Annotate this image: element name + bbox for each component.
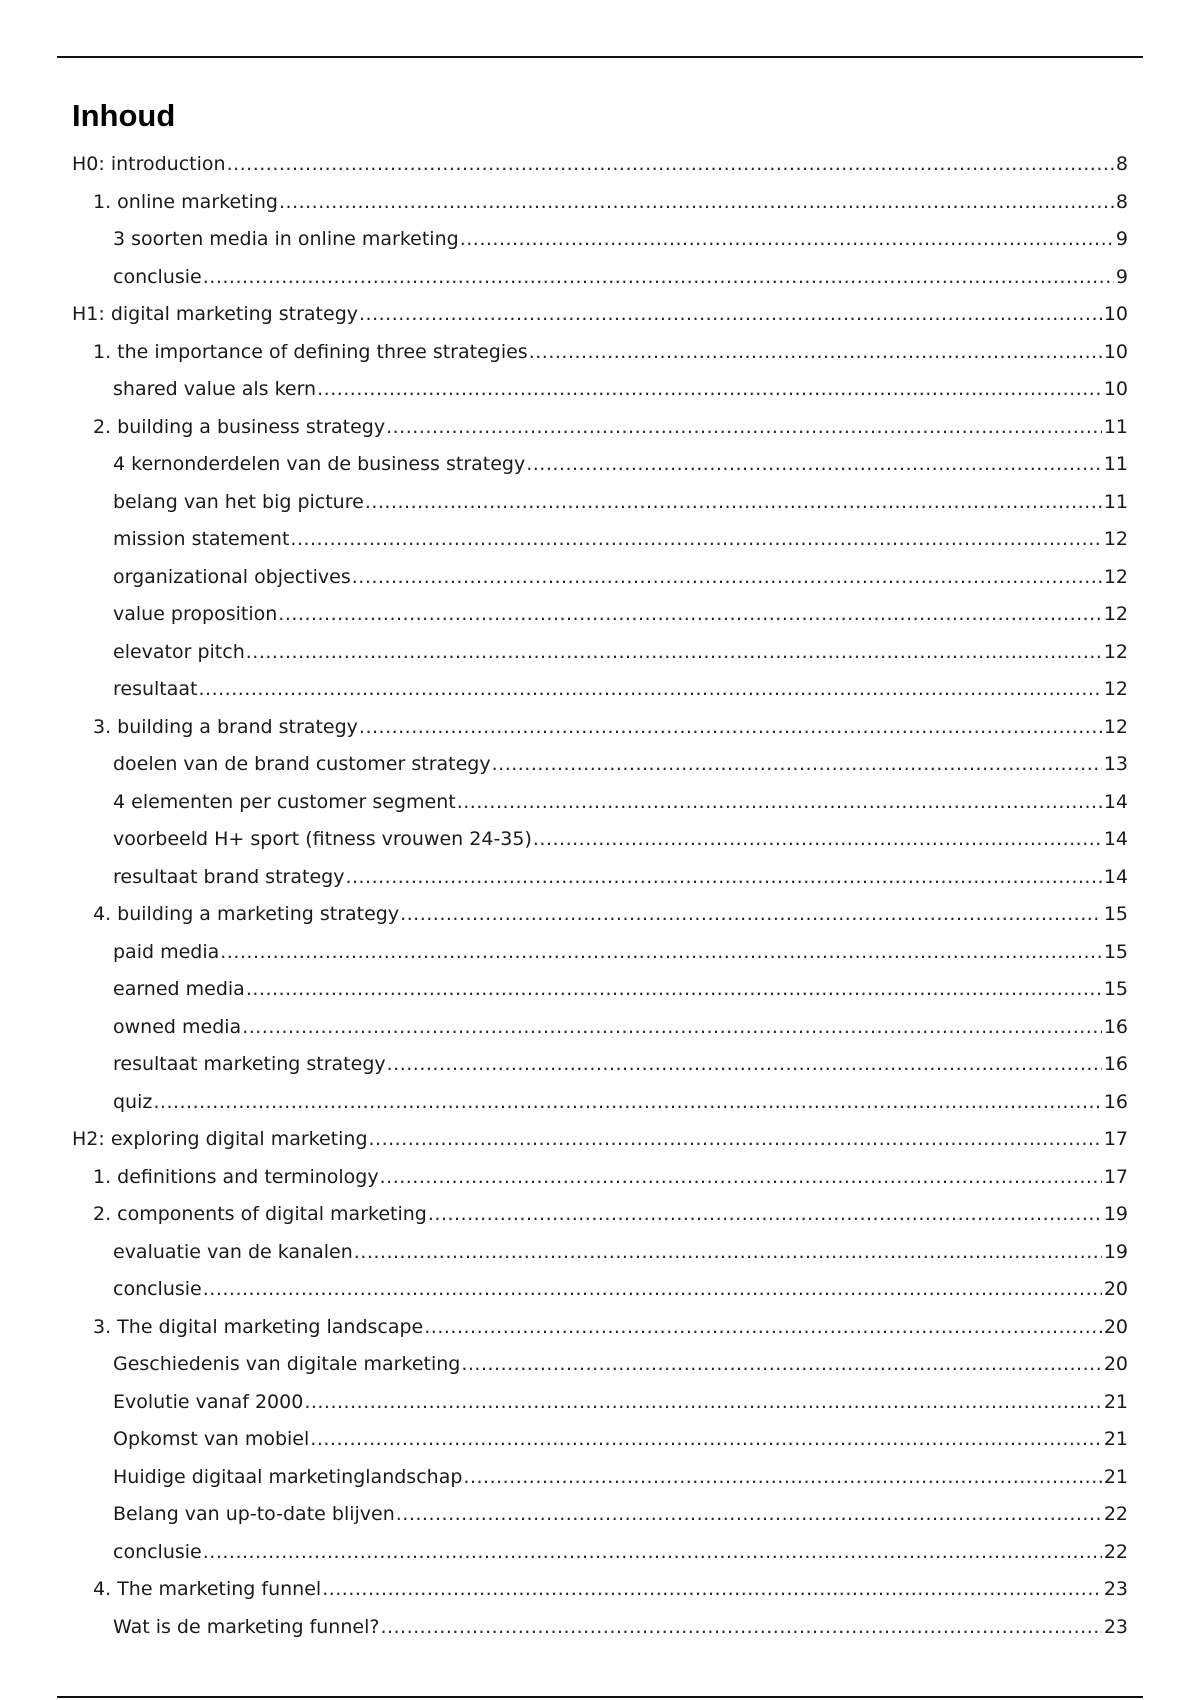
toc-entry-page-number[interactable]: 12: [1103, 528, 1128, 550]
toc-entry-title[interactable]: conclusie: [113, 1540, 202, 1563]
toc-entry-page-number[interactable]: 8: [1115, 190, 1128, 213]
toc-entry[interactable]: [72, 1609, 1128, 1647]
toc-entry-title[interactable]: H0: introduction: [72, 153, 226, 175]
toc-entry-page-number[interactable]: 10: [1103, 378, 1128, 400]
dot-leader: [278, 596, 1102, 634]
toc-entry-page-number[interactable]: 10: [1103, 303, 1128, 325]
dot-leader: [203, 1534, 1102, 1572]
toc-entry-title[interactable]: doelen van de brand customer strategy: [113, 753, 491, 775]
dot-leader: [529, 334, 1102, 372]
toc-entry-page-number[interactable]: 20: [1103, 1353, 1128, 1375]
dot-leader: [387, 1046, 1102, 1084]
toc-entry-title[interactable]: voorbeeld H+ sport (fitness vrouwen 24-35): [113, 828, 532, 850]
toc-entry-title[interactable]: resultaat: [113, 678, 198, 700]
dot-leader: [396, 1496, 1102, 1534]
dot-leader: [461, 1346, 1101, 1384]
toc-entry[interactable]: [72, 484, 1128, 522]
toc-entry-page-number[interactable]: 15: [1103, 903, 1128, 925]
dot-leader: [345, 859, 1101, 897]
toc-entry-page-number[interactable]: 22: [1103, 1503, 1128, 1525]
dot-leader: [359, 709, 1102, 747]
toc-entry[interactable]: [72, 521, 1128, 559]
dot-leader: [352, 559, 1102, 597]
toc-entry[interactable]: [72, 1121, 1128, 1159]
toc-entry[interactable]: [72, 934, 1128, 972]
toc-entry-page-number[interactable]: 17: [1103, 1165, 1128, 1188]
toc-entry[interactable]: [72, 1309, 1128, 1347]
toc-entry-page-number[interactable]: 21: [1103, 1390, 1128, 1413]
toc-entry[interactable]: [72, 1384, 1128, 1422]
toc-entry[interactable]: [72, 746, 1128, 784]
dot-leader: [304, 1384, 1102, 1422]
dot-leader: [199, 671, 1102, 709]
toc-entry-title[interactable]: Geschiedenis van digitale marketing: [113, 1353, 461, 1375]
toc-entry-page-number[interactable]: 14: [1103, 828, 1128, 850]
toc-entry-title[interactable]: quiz: [113, 1090, 153, 1113]
toc-entry-page-number[interactable]: 21: [1103, 1428, 1128, 1450]
toc-entry-page-number[interactable]: 8: [1115, 153, 1128, 175]
toc-entry[interactable]: [72, 971, 1128, 1009]
toc-entry-title[interactable]: shared value als kern: [113, 378, 317, 400]
toc-entry[interactable]: [72, 1496, 1128, 1534]
toc-entry-page-number[interactable]: 11: [1103, 453, 1128, 475]
toc-entry-title[interactable]: owned media: [113, 1015, 242, 1038]
toc-entry[interactable]: [72, 334, 1128, 372]
dot-leader: [386, 409, 1102, 447]
toc-entry-title[interactable]: Evolutie vanaf 2000: [113, 1390, 304, 1413]
dot-leader: [369, 1121, 1102, 1159]
dot-leader: [242, 1009, 1102, 1047]
dot-leader: [153, 1084, 1101, 1122]
toc-entry-title[interactable]: paid media: [113, 940, 220, 963]
toc-entry-title[interactable]: elevator pitch: [113, 640, 245, 663]
toc-entry-title[interactable]: 3. building a brand strategy: [93, 715, 358, 738]
toc-entry-title[interactable]: organizational objectives: [113, 565, 351, 588]
toc-entry[interactable]: [72, 1159, 1128, 1197]
toc-entry[interactable]: [72, 1459, 1128, 1497]
toc-entry-title[interactable]: belang van het big picture: [113, 490, 364, 513]
toc-entry-title[interactable]: Huidige digitaal marketinglandschap: [113, 1465, 463, 1488]
toc-entry-title[interactable]: conclusie: [113, 265, 202, 288]
toc-entry-page-number[interactable]: 16: [1103, 1053, 1128, 1075]
dot-leader: [246, 971, 1102, 1009]
toc-entry-page-number[interactable]: 20: [1103, 1315, 1128, 1338]
toc-entry-page-number[interactable]: 17: [1103, 1128, 1128, 1150]
toc-entry[interactable]: [72, 1196, 1128, 1234]
toc-entry-page-number[interactable]: 12: [1103, 603, 1128, 625]
toc-entry-page-number[interactable]: 22: [1103, 1540, 1128, 1563]
toc-entry-page-number[interactable]: 11: [1103, 490, 1128, 513]
toc-entry[interactable]: [72, 596, 1128, 634]
toc-entry[interactable]: [72, 634, 1128, 672]
toc-entry[interactable]: [72, 146, 1128, 184]
toc-entry-page-number[interactable]: 23: [1103, 1578, 1128, 1600]
toc-entry-page-number[interactable]: 12: [1103, 565, 1128, 588]
toc-entry-title[interactable]: H2: exploring digital marketing: [72, 1128, 368, 1150]
toc-entry-title[interactable]: mission statement: [113, 528, 290, 550]
toc-entry-page-number[interactable]: 13: [1103, 753, 1128, 775]
toc-entry-title[interactable]: earned media: [113, 978, 245, 1000]
toc-entry[interactable]: [72, 1084, 1128, 1122]
toc-entry-title[interactable]: evaluatie van de kanalen: [113, 1240, 353, 1263]
dot-leader: [424, 1309, 1102, 1347]
toc-entry-title[interactable]: 2. components of digital marketing: [93, 1203, 427, 1225]
toc-entry-title[interactable]: 4 elementen per customer segment: [113, 790, 456, 813]
toc-entry[interactable]: [72, 1534, 1128, 1572]
toc-entry-page-number[interactable]: 16: [1103, 1015, 1128, 1038]
toc-entry[interactable]: [72, 409, 1128, 447]
dot-leader: [203, 1271, 1102, 1309]
toc-entry-page-number[interactable]: 16: [1103, 1090, 1128, 1113]
toc-entry-page-number[interactable]: 20: [1103, 1278, 1128, 1300]
dot-leader: [279, 184, 1114, 222]
toc-entry[interactable]: [72, 784, 1128, 822]
toc-entry[interactable]: [72, 859, 1128, 897]
toc-heading: Inhoud: [72, 98, 176, 133]
dot-leader: [533, 821, 1102, 859]
footer-rule: [57, 1696, 1143, 1698]
dot-leader: [290, 521, 1101, 559]
toc-entry-title[interactable]: 1. definitions and terminology: [93, 1165, 379, 1188]
dot-leader: [227, 146, 1114, 184]
toc-entry[interactable]: [72, 1346, 1128, 1384]
toc-entry[interactable]: [72, 371, 1128, 409]
toc-entry-title[interactable]: Wat is de marketing funnel?: [113, 1615, 380, 1638]
toc-entry[interactable]: [72, 221, 1128, 259]
toc-entry-title[interactable]: 3 soorten media in online marketing: [113, 228, 459, 250]
dot-leader: [492, 746, 1102, 784]
dot-leader: [463, 1459, 1101, 1497]
dot-leader: [220, 934, 1102, 972]
toc-entry[interactable]: [72, 1009, 1128, 1047]
toc-entry[interactable]: [72, 709, 1128, 747]
dot-leader: [354, 1234, 1102, 1272]
dot-leader: [460, 221, 1114, 259]
dot-leader: [322, 1571, 1102, 1609]
toc-entry[interactable]: [72, 296, 1128, 334]
dot-leader: [359, 296, 1102, 334]
toc-entry-page-number[interactable]: 15: [1103, 940, 1128, 963]
toc-entry-title[interactable]: 4. The marketing funnel: [93, 1578, 322, 1600]
toc-entry[interactable]: [72, 1421, 1128, 1459]
toc-entry[interactable]: [72, 446, 1128, 484]
toc-entry-title[interactable]: 4. building a marketing strategy: [93, 903, 400, 925]
toc-entry-title[interactable]: resultaat marketing strategy: [113, 1053, 386, 1075]
toc-entry[interactable]: [72, 1234, 1128, 1272]
toc-entry-page-number[interactable]: 9: [1115, 265, 1128, 288]
dot-leader: [380, 1609, 1101, 1647]
toc-entry-page-number[interactable]: 12: [1103, 678, 1128, 700]
toc-entry-title[interactable]: value proposition: [113, 603, 278, 625]
header-rule: [57, 56, 1143, 58]
toc-entry[interactable]: [72, 1046, 1128, 1084]
dot-leader: [317, 371, 1102, 409]
toc-entry-title[interactable]: 4 kernonderdelen van de business strategy: [113, 453, 526, 475]
toc-entry[interactable]: [72, 1271, 1128, 1309]
toc-entry-page-number[interactable]: 9: [1115, 228, 1128, 250]
dot-leader: [246, 634, 1102, 672]
dot-leader: [380, 1159, 1102, 1197]
toc-entry-page-number[interactable]: 23: [1103, 1615, 1128, 1638]
toc-entry-page-number[interactable]: 19: [1103, 1203, 1128, 1225]
toc-entry-title[interactable]: H1: digital marketing strategy: [72, 303, 359, 325]
toc-entry-title[interactable]: 2. building a business strategy: [93, 415, 386, 438]
toc-entry[interactable]: [72, 1571, 1128, 1609]
table-of-contents: [72, 146, 1128, 1646]
toc-entry-page-number[interactable]: 10: [1103, 340, 1128, 363]
toc-entry-page-number[interactable]: 12: [1103, 640, 1128, 663]
dot-leader: [310, 1421, 1102, 1459]
toc-entry-title[interactable]: Opkomst van mobiel: [113, 1428, 310, 1450]
toc-entry-title[interactable]: conclusie: [113, 1278, 202, 1300]
dot-leader: [428, 1196, 1102, 1234]
toc-entry-page-number[interactable]: 15: [1103, 978, 1128, 1000]
toc-entry-page-number[interactable]: 19: [1103, 1240, 1128, 1263]
toc-entry-title[interactable]: resultaat brand strategy: [113, 865, 345, 888]
toc-entry[interactable]: [72, 559, 1128, 597]
toc-entry-title[interactable]: 1. the importance of defining three strategies: [93, 340, 528, 363]
toc-entry-title[interactable]: Belang van up-to-date blijven: [113, 1503, 395, 1525]
toc-entry[interactable]: [72, 671, 1128, 709]
dot-leader: [400, 896, 1102, 934]
toc-entry[interactable]: [72, 259, 1128, 297]
toc-entry-page-number[interactable]: 14: [1103, 865, 1128, 888]
toc-entry[interactable]: [72, 821, 1128, 859]
toc-entry-page-number[interactable]: 11: [1103, 415, 1128, 438]
toc-entry-page-number[interactable]: 12: [1103, 715, 1128, 738]
dot-leader: [365, 484, 1102, 522]
dot-leader: [203, 259, 1114, 297]
toc-entry[interactable]: [72, 184, 1128, 222]
toc-entry[interactable]: [72, 896, 1128, 934]
toc-entry-page-number[interactable]: 21: [1103, 1465, 1128, 1488]
dot-leader: [457, 784, 1102, 822]
toc-entry-title[interactable]: 3. The digital marketing landscape: [93, 1315, 424, 1338]
toc-entry-page-number[interactable]: 14: [1103, 790, 1128, 813]
dot-leader: [526, 446, 1102, 484]
toc-entry-title[interactable]: 1. online marketing: [93, 190, 278, 213]
